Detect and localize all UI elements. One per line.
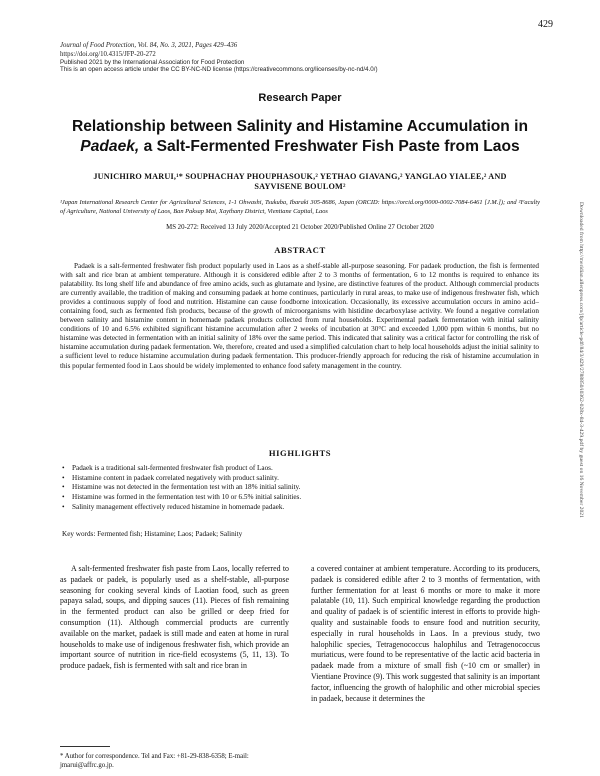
publisher-line: Published 2021 by the International Association for Food Protection bbox=[60, 59, 245, 66]
highlight-item: • Histamine was not detected in the fermentation test with an 18% initial salinity. bbox=[60, 483, 530, 493]
download-watermark-svg bbox=[575, 202, 585, 612]
highlights-heading: HIGHLIGHTS bbox=[268, 448, 332, 458]
download-watermark bbox=[575, 202, 585, 612]
affiliations: ¹Japan International Research Center for Agricultural Sciences, 1-1 Ohwashi, Tsukuba, Ibaraki 305-8686, Japan (ORCID: https://orcid.org/0000-0002-7084-6461 [J.M.]); and ²Faculty of Agriculture, National University of Laos, Ban Paksap Mai, Xaythany District, Vientiane Capital, Laos bbox=[60, 199, 540, 215]
footnote-divider bbox=[60, 746, 110, 747]
journal-citation: Journal of Food Protection, Vol. 84, No. 3, 2021, Pages 429–436 bbox=[60, 42, 238, 49]
highlights-list bbox=[60, 464, 530, 513]
authors-line-2: SAYVISENE BOULOM² bbox=[254, 182, 346, 191]
authors-line-1: JUNICHIRO MARUI,¹* SOUPHACHAY PHOUPHASOUK,² YETHAO GIAVANG,² YANGLAO YIALEE,² AND bbox=[93, 172, 507, 181]
title-italic-word: Padaek, bbox=[80, 138, 140, 155]
section-type: Research Paper bbox=[258, 92, 342, 104]
title-line-1: Relationship between Salinity and Histamine Accumulation in bbox=[71, 118, 529, 135]
title-line-2-rest: a Salt-Fermented Freshwater Fish Paste from Laos bbox=[139, 138, 520, 155]
abstract-heading: ABSTRACT bbox=[274, 245, 326, 255]
manuscript-dates: MS 20-272: Received 13 July 2020/Accepted 21 October 2020/Published Online 27 October 2020 bbox=[166, 224, 434, 231]
body-column-right: a covered container at ambient temperature. According to its producers, padaek is considered edible after 2 to 3 months of fermentation, with further fermentation for at least 6 months or more to make it more palatable (10, 11). Such empirical knowledge regarding the production and quality of padaek is of scientific interest in efforts to provide high-quality and sustainable foods to ensure food and nutrition security, especially in rural households in Laos. In a previous study, two halophilic species, Tetragenococcus halophilus and Tetragenococcus muriaticus, were found to be representative of the lactic acid bacteria in padaek made from a mixture of small fish (~10 cm or smaller) in Vientiane Province (9). This work suggested that salinity is an important factor, influencing the growth of halophilic and other microbial species in padaek, because it determines the bbox=[311, 564, 540, 703]
authors bbox=[70, 172, 530, 192]
highlight-item: • Histamine was formed in the fermentation test with 10 or 6.5% initial salinities. bbox=[60, 493, 530, 503]
highlight-item: • Salinity management effectively reduced histamine in homemade padaek. bbox=[60, 503, 530, 513]
highlight-item: • Histamine content in padaek correlated negatively with product salinity. bbox=[60, 474, 530, 484]
abstract-body: Padaek is a salt-fermented freshwater fish product popularly used in Laos as a shelf-stable all-purpose seasoning. For padaek production, the fish is fermented with salt and rice bran at ambient temperature. Although it is considered edible after 2 to 3 months of fermentation, 6 to 12 months is required to enhance its palatability. Its long shelf life and abundance of free amino acids, such as glutamate and lysine, are distinctive features of the product. Although commercial products are currently available, the tradition of making and consuming padaek at home continues, particularly in rural areas, to make use of indigenous freshwater fish, which provides a continuous supply of food and nutrition. Histamine can cause foodborne intoxication. Occasionally, its excessive accumulation occurs in amino acid–containing food, such as fermented fish products, because of the growth of microorganisms with histidine decarboxylase activity. We found a negative correlation between salinity and histamine content in homemade padaek products collected from rural households. Experimental padaek fermentation with initial salinity conditions of 10 and 6.5% exhibited significant histamine accumulation after 2 weeks of incubation at 30°C and exceeded 1,000 ppm within 6 months, but no histamine was detected in fermentation with an initial salinity of 18% over the same period. This indicated that salinity was a critical factor for controlling the risk of histamine accumulation during padaek fermentation. We, therefore, created and used a simplified calculation chart to help local households adjust the initial salinity to a sufficient level to reduce histamine accumulation during padaek fermentation. This producer-friendly approach for reducing the risk of histamine accumulation in this popular fermented food in Laos should be widely implemented to enhance food safety management in the country. bbox=[60, 262, 539, 370]
body-column-left: A salt-fermented freshwater fish paste from Laos, locally referred to as padaek or padek, is popularly used as a shelf-stable, all-purpose seasoning for cooking several kinds of Laotian food, such as green papaya salad, soups, and dipping sauces (11). Pieces of fish remaining in the fermented product can also be grilled or deep fried for consumption (11). Although commercial products are currently available on the market, padaek is still made and eaten at home in rural households to make use of indigenous freshwater fish, which provide an important source of nutrition in rice-field ecosystems (5, 11, 13). To produce padaek, fish is fermented with salt and rice bran in bbox=[60, 564, 289, 671]
correspondence-footnote: * Author for correspondence. Tel and Fax: +81-29-838-6358; E-mail: jmarui@affrc.go.jp. bbox=[60, 753, 249, 769]
highlight-item: • Padaek is a traditional salt-fermented freshwater fish product of Laos. bbox=[60, 464, 530, 474]
paper-title bbox=[40, 117, 560, 157]
license-line: This is an open access article under the CC BY-NC-ND license (https://creativecommons.org/licenses/by-nc-nd/4.0/) bbox=[60, 66, 378, 73]
title-line-2 bbox=[40, 137, 560, 157]
download-watermark-text: Downloaded from http://meridian.allenpress.com/jfp/article-pdf/84/3/429/2788850/i0362-028x-84-3-429.pdf by guest on 16 November 2021 bbox=[578, 202, 584, 518]
doi-link[interactable]: https://doi.org/10.4315/JFP-20-272 bbox=[60, 51, 156, 58]
page-number: 429 bbox=[538, 19, 553, 30]
keywords: Key words: Fermented fish; Histamine; Laos; Padaek; Salinity bbox=[62, 530, 243, 538]
